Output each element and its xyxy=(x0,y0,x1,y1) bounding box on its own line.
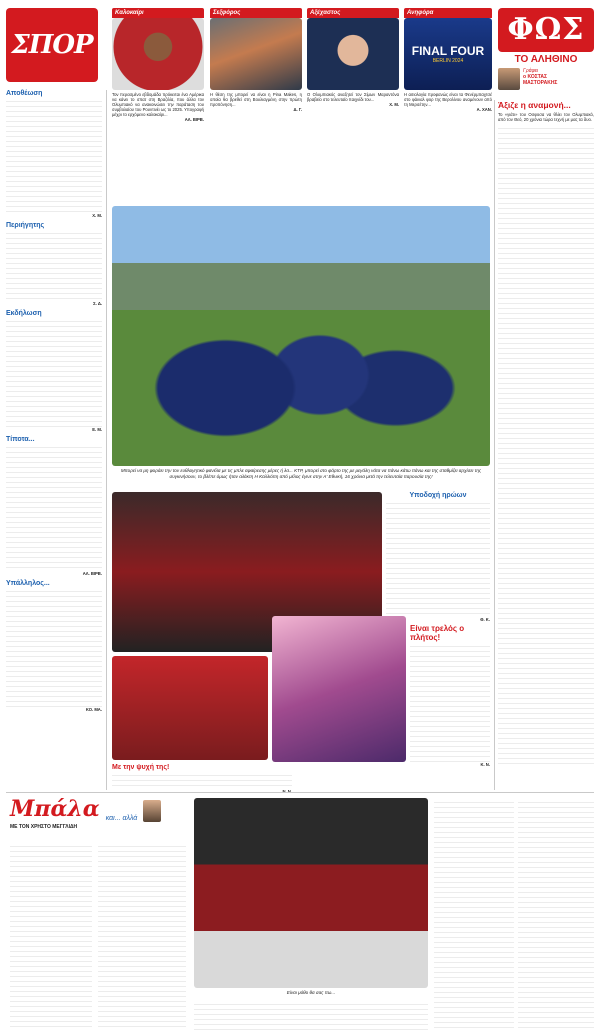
bottom-col-4 xyxy=(518,798,594,1028)
column-divider xyxy=(106,90,107,790)
psixi-article xyxy=(112,764,292,794)
article-body xyxy=(498,124,594,766)
article-sign: ΚΟ. ΜΑ. xyxy=(85,707,102,712)
fps-header xyxy=(498,8,594,94)
bpala-col-2 xyxy=(98,842,186,1028)
article-sign: Σ. Δ. xyxy=(93,301,102,306)
article-body xyxy=(6,587,102,707)
final-four-sub: BERLIN 2024 xyxy=(432,58,464,64)
player-action-photo xyxy=(112,656,268,760)
article-body xyxy=(112,771,292,789)
byline-2: ο ΚΟΣΤΑΣ xyxy=(523,74,548,80)
player-photo xyxy=(112,18,204,90)
tab-label: Αξέχαστος xyxy=(307,8,399,18)
fps-logo: ΦΩΣ xyxy=(498,8,594,52)
bottom-text xyxy=(194,1000,428,1030)
fps-subtitle: ΤΟ ΑΛΗΘΙΝΟ xyxy=(514,54,578,65)
bpala-col-1 xyxy=(10,842,92,1028)
crowd-photo xyxy=(272,616,406,762)
top-item-4 xyxy=(404,8,492,90)
tab-label: Ανηφόρα xyxy=(404,8,492,18)
section-title: Με την ψυχή της! xyxy=(112,764,170,771)
bpala-sub: και... αλλά xyxy=(105,815,138,822)
article-body xyxy=(410,642,490,762)
author-avatar xyxy=(143,800,161,822)
article-body xyxy=(386,499,490,617)
tab-label: Σεξφόρος xyxy=(210,8,302,18)
bpala-byline: ΜΕ ΤΟΝ ΧΡΗΣΤΟ ΜΕΓΓΛΙΔΗ xyxy=(10,824,78,830)
right-intro: Το «γιάτι» του Οσφοσα να θλίει τον Ολυμπιακό, από τον Θεό, 20 χρόνια τώρα τεχνή με μας τα δυο. xyxy=(498,112,594,122)
article-sign: Κ. Ν. xyxy=(480,762,490,767)
top-blurb-3: Ο Ολυμπιακός αναζητεί τον Σίμων Μαραντόνα βραβείο στο τελευταίο παιχνίδι του... Χ. Μ. xyxy=(307,92,399,107)
article-sign: Ε. Μ. xyxy=(92,427,102,432)
article-sign: Χ. Μ. xyxy=(92,213,102,218)
author-avatar xyxy=(498,68,520,90)
main-caption: Μπορεί να μη φοράει την τον ευθλογητικό φανέλα με τις μπλε αφαίρεσης μέρες ή λα... ΚΤΡ, μπορεί στο φάρτο της με μεγάλη νάτα να πάνω κάτω πάνω και της σταθμίζει αρχίσει της συγκινήσουν, το βλέπε όμως ήταν αλάκτη Η Καλλιόπη από μέλος έγινε στην Α' Εθνική, 16 χρόνια μετά την τελευταία παρουσία της! xyxy=(120,468,482,479)
top-item-2 xyxy=(210,8,302,90)
article-sign: Θ. Κ. xyxy=(480,617,490,622)
article-sign: ΑΛ. ΒΙΡΒ. xyxy=(82,571,102,576)
article-body xyxy=(6,317,102,427)
column-divider xyxy=(494,100,495,790)
trelos-article xyxy=(410,624,490,767)
bottom-col-3 xyxy=(434,798,514,1028)
section-title: Εκδήλωση xyxy=(6,310,42,317)
section-title: Είναι τρελός ο πλήτος! xyxy=(410,624,465,642)
bpala-header xyxy=(10,796,190,836)
ypodoxi-article xyxy=(386,492,490,622)
referee-photo xyxy=(307,18,399,90)
logo-text: ΣΠΟΡ xyxy=(11,30,93,60)
top-item-3 xyxy=(307,8,399,90)
right-headline: Άξιζε η αναμονή... xyxy=(498,100,571,110)
section-title: Υπάλληλος... xyxy=(6,580,50,587)
top-blurb-4: Η αιτιολογία προφανώς είναι τα Φενέρμπαχτσέ στο φάιναλ φορ της Βερολίνου αναμένουν από τη Μερσέτην... Α. ΧΑΝ. xyxy=(404,92,492,112)
article-body xyxy=(6,443,102,571)
bpala-title: Μπάλα xyxy=(10,796,100,822)
top-blurb-1: Τον περασμένο εβδομάδα πρόκειται ένα Αμέρικα να κάνει το σπατ στη Βραζιλία, που άλλα τον Ολυμπιακό να ανακοινώσει την παράταση του συμβολαίου του Ρουντινέι ως το 2025. Υπογραφή μέχρι το ερχόμενο καλοκαίρι... ΑΛ. ΒΙΡΒ. xyxy=(112,92,204,122)
left-column xyxy=(6,90,102,712)
player-photo xyxy=(210,18,302,90)
section-title: Αποθέωση xyxy=(6,90,43,97)
team-photo-caption: Είναι μόθο θα σας πω... xyxy=(286,990,336,995)
top-item-1 xyxy=(112,8,204,90)
byline-1: Γράφει xyxy=(523,68,539,74)
byline-3: ΜΑΣΤΟΡΑΚΗΣ xyxy=(523,80,558,86)
section-logo xyxy=(6,8,98,82)
section-divider xyxy=(6,792,594,793)
article-body xyxy=(6,229,102,301)
main-photo xyxy=(112,206,490,466)
section-title: Τίποτα... xyxy=(6,436,35,443)
tab-label: Καλοκαίρι xyxy=(112,8,204,18)
section-title: Περιήγητης xyxy=(6,222,45,229)
final-four-title: FINAL FOUR xyxy=(411,44,485,58)
final-four-logo xyxy=(404,18,492,90)
team-photo xyxy=(194,798,428,988)
top-blurb-2: Η θέση της μπορεί να είναι η Pina Makes, η οποία θα βρεθεί στη Βουλιαγμένη στην πρώτη προπόνηση... Δ. Γ. xyxy=(210,92,302,112)
section-title: Υποδοχή ηρώων xyxy=(409,492,467,499)
right-column xyxy=(498,100,594,766)
article-body xyxy=(6,97,102,213)
